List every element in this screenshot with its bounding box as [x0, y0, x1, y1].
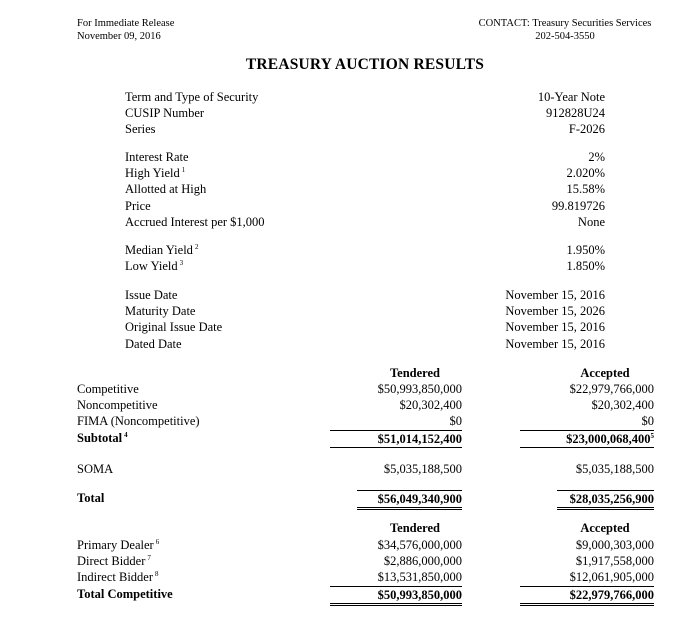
total-tendered: $56,049,340,900 [357, 490, 462, 510]
soma-label: SOMA [77, 462, 114, 476]
security-cusip-label: CUSIP Number [125, 106, 205, 121]
bids-labels [77, 381, 200, 446]
security-term-label: Term and Type of Security [125, 90, 259, 104]
bidders-tendered-values [330, 537, 462, 606]
allotted-label: Allotted at High [125, 182, 207, 197]
footnote-marker: 2 [194, 243, 199, 251]
security-labels [125, 89, 258, 138]
subtotal-accepted: $23,000,068,400$^5$ [520, 431, 654, 448]
fima-label: FIMA (Noncompetitive) [77, 414, 200, 429]
allotted-value: 15.58% [566, 182, 605, 197]
competitive-tendered: $50,993,850,000 [377, 382, 462, 396]
primary-dealer-label: Primary Dealer $^6$ [77, 538, 160, 552]
date-values [430, 287, 605, 352]
page-title: TREASURY AUCTION RESULTS [245, 56, 485, 73]
footnote-marker: 7 [147, 554, 151, 563]
total-label: Total [77, 491, 105, 505]
indirect-bidder-accepted: $12,061,905,000 [520, 569, 654, 586]
bidders-labels [77, 537, 173, 602]
indirect-bidder-tendered: $13,531,850,000 [330, 569, 462, 586]
date-labels [125, 287, 222, 352]
bids-accepted-header: Accepted [580, 366, 630, 380]
security-series-value: F-2026 [568, 122, 605, 137]
total-competitive-label: Total Competitive [77, 586, 173, 601]
primary-dealer-accepted: $9,000,303,000 [575, 538, 654, 552]
direct-bidder-accepted: $1,917,558,000 [575, 554, 654, 569]
accrued-interest-value: None [577, 214, 605, 229]
rate-labels [125, 149, 265, 230]
release-date: November 09, 2016 [77, 31, 161, 42]
competitive-label: Competitive [77, 382, 139, 396]
release-label: For Immediate Release [77, 18, 175, 29]
maturity-date-label: Maturity Date [125, 304, 196, 319]
bids-accepted-values [520, 381, 654, 448]
footnote-marker: 4 [124, 430, 128, 439]
direct-bidder-label: Direct Bidder $^7$ [77, 554, 151, 569]
yield-labels [125, 242, 198, 274]
fima-accepted: $0 [520, 413, 654, 430]
accrued-interest-label: Accrued Interest per $1,000 [125, 214, 265, 229]
dated-date-label: Dated Date [125, 336, 182, 351]
median-yield-value: 1.950% [566, 243, 605, 257]
footnote-marker: 3 [179, 259, 184, 268]
bids-tendered-header: Tendered [389, 366, 440, 380]
fima-tendered: $0 [330, 413, 462, 430]
maturity-date-value: November 15, 2026 [505, 304, 605, 319]
primary-dealer-tendered: $34,576,000,000 [377, 538, 462, 552]
interest-rate-label: Interest Rate [125, 150, 189, 164]
security-values [430, 89, 605, 138]
noncompetitive-label: Noncompetitive [77, 398, 158, 413]
noncompetitive-accepted: $20,302,400 [591, 398, 654, 413]
interest-rate-value: 2% [588, 150, 605, 164]
bids-tendered-values [330, 381, 462, 448]
original-issue-date-label: Original Issue Date [125, 320, 223, 335]
security-cusip-value: 912828U24 [545, 106, 605, 121]
issue-date-label: Issue Date [125, 288, 178, 302]
bidders-tendered-header: Tendered [389, 521, 440, 535]
total-competitive-accepted: $22,979,766,000 [520, 587, 654, 606]
competitive-accepted: $22,979,766,000 [569, 382, 654, 396]
indirect-bidder-label: Indirect Bidder $^8$ [77, 570, 159, 585]
soma-tendered: $5,035,188,500 [383, 462, 462, 476]
bidders-accepted-header: Accepted [580, 521, 630, 535]
issue-date-value: November 15, 2016 [505, 288, 605, 302]
security-series-label: Series [125, 122, 156, 137]
low-yield-value: 1.850% [566, 259, 605, 274]
total-accepted: $28,035,256,900 [557, 490, 654, 510]
rate-values [430, 149, 605, 230]
contact-phone: 202-504-3550 [535, 31, 595, 42]
high-yield-label: High Yield $^1$ [125, 166, 186, 181]
high-yield-value: 2.020% [566, 166, 605, 181]
direct-bidder-tendered: $2,886,000,000 [383, 554, 462, 569]
footnote-marker: 5 [650, 431, 654, 440]
release-info [77, 17, 174, 43]
low-yield-label: Low Yield $^3$ [125, 259, 184, 274]
footnote-marker: 1 [181, 166, 186, 175]
yield-values [430, 242, 605, 274]
contact-info [465, 17, 665, 43]
security-term-value: 10-Year Note [537, 90, 605, 104]
soma-accepted: $5,035,188,500 [575, 462, 654, 476]
price-value: 99.819726 [551, 198, 605, 213]
dated-date-value: November 15, 2016 [505, 336, 605, 351]
total-tendered-cell [357, 490, 462, 510]
subtotal-label: Subtotal $^4$ [77, 430, 128, 445]
original-issue-date-value: November 15, 2016 [505, 320, 605, 335]
bidders-accepted-values [520, 537, 654, 606]
subtotal-tendered: $51,014,152,400 [330, 431, 462, 448]
footnote-marker: 8 [155, 570, 159, 579]
noncompetitive-tendered: $20,302,400 [399, 398, 462, 413]
footnote-marker: 6 [155, 538, 160, 546]
contact-label: CONTACT: Treasury Securities Services [478, 18, 652, 29]
total-competitive-tendered: $50,993,850,000 [330, 587, 462, 606]
median-yield-label: Median Yield $^2$ [125, 243, 199, 257]
price-label: Price [125, 198, 151, 213]
total-accepted-cell [557, 490, 654, 510]
